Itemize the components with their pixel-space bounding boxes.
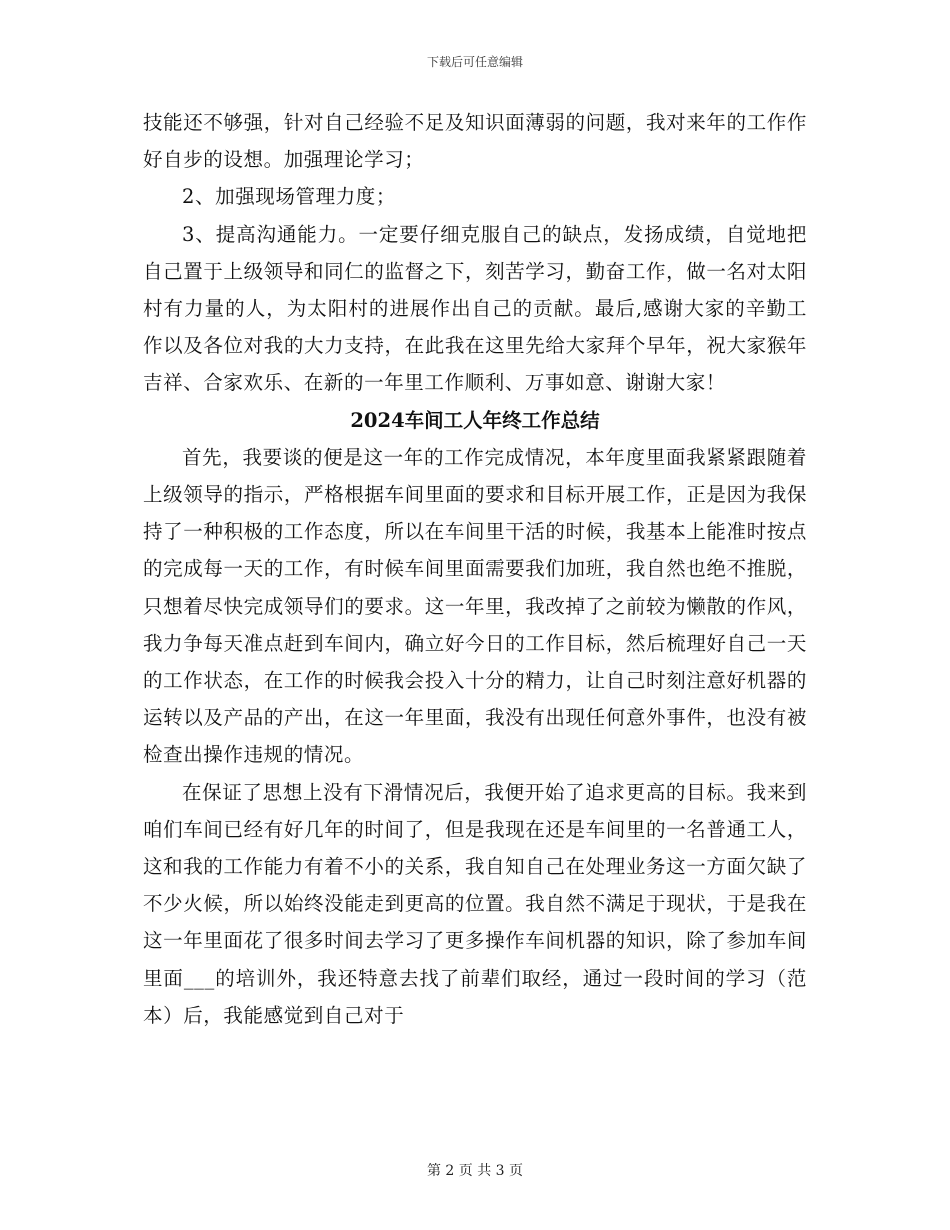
paragraph-continuation: 技能还不够强，针对自己经验不足及知识面薄弱的问题，我对来年的工作作好自步的设想。加强理论学习； — [143, 111, 807, 172]
paragraph-item-2: 2、加强现场管理力度； — [182, 185, 397, 209]
page-header: 下载后可任意编辑 — [426, 55, 523, 69]
paragraph-item-3: 3、提高沟通能力。一定要仔细克服自己的缺点，发扬成绩，自觉地把自己置于上级领导和同仁的监督之下，刻苦学习，勤奋工作，做一名对太阳村有力量的人，为太阳村的进展作出自己的贡献。最后,感谢大家的辛勤工作以及各位对我的大力支持，在此我在这里先给大家拜个早年，祝大家猴年吉祥、合家欢乐、在新的一年里工作顺利、万事如意、谢谢大家！ — [143, 222, 807, 395]
section-title: 2024车间工人年终工作总结 — [350, 408, 600, 432]
document-body — [143, 104, 807, 1034]
paragraph-higher-goals: 在保证了思想上没有下滑情况后，我便开始了追求更高的目标。我来到咱们车间已经有好几年的时间了，但是我现在还是车间里的一名普通工人，这和我的工作能力有着不小的关系，我自知自己在处理业务这一方面欠缺了不少火候，所以始终没能走到更高的位置。我自然不满足于现状，于是我在这一年里面花了很多时间去学习了更多操作车间机器的知识，除了参加车间里面___的培训外，我还特意去找了前辈们取经，通过一段时间的学习（范本）后，我能感觉到自己对于 — [143, 780, 807, 1027]
paragraph-work-completion: 首先，我要谈的便是这一年的工作完成情况，本年度里面我紧紧跟随着上级领导的指示，严格根据车间里面的要求和目标开展工作，正是因为我保持了一种积极的工作态度，所以在车间里干活的时候，我基本上能准时按点的完成每一天的工作，有时候车间里面需要我们加班，我自然也绝不推脱，只想着尽快完成领导们的要求。这一年里，我改掉了之前较为懒散的作风，我力争每天准点赶到车间内，确立好今日的工作目标，然后梳理好自己一天的工作状态，在工作的时候我会投入十分的精力，让自己时刻注意好机器的运转以及产品的产出，在这一年里面，我没有出现任何意外事件，也没有被检查出操作违规的情况。 — [143, 445, 807, 767]
page-footer: 第 2 页 共 3 页 — [426, 1163, 524, 1179]
